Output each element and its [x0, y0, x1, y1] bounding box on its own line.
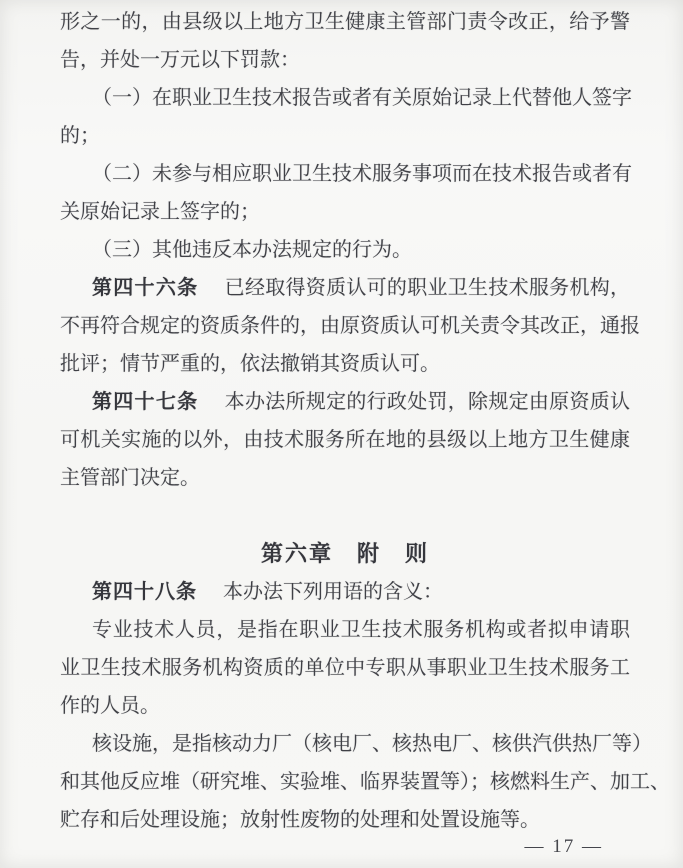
text-line: 核设施，是指核动力厂（核电厂、核热电厂、核供汽供热厂等）: [92, 733, 652, 755]
text-line: 批评；情节严重的，依法撤销其资质认可。: [60, 353, 440, 375]
text-line: 贮存和后处理设施；放射性废物的处理和处置设施等。: [60, 809, 540, 831]
list-item-2: （二）未参与相应职业卫生技术服务事项而在技术报告或者有: [92, 163, 632, 185]
text-line: 不再符合规定的资质条件的，由原资质认可机关责令其改正，通报: [60, 315, 640, 337]
text-line: 主管部门决定。: [60, 467, 200, 489]
text-line: 和其他反应堆（研究堆、实验堆、临界装置等）；核燃料生产、加工、: [60, 771, 670, 793]
article-47-line: [60, 383, 630, 421]
text-line: 作的人员。: [60, 695, 160, 717]
article-48-line: [60, 573, 630, 611]
article-text: 已经取得资质认可的职业卫生技术服务机构，: [204, 277, 631, 299]
text-line: 关原始记录上签字的；: [60, 201, 260, 223]
article-number: 第四十七条: [92, 391, 199, 413]
text-line: 告，并处一万元以下罚款：: [60, 49, 300, 71]
article-text: 本办法下列用语的含义：: [203, 581, 443, 603]
page-number: — 17 —: [524, 836, 603, 857]
text-line: 形之一的，由县级以上地方卫生健康主管部门责令改正，给予警: [60, 11, 630, 33]
text-line: 专业技术人员，是指在职业卫生技术服务机构或者拟申请职: [92, 619, 630, 641]
text-line: 业卫生技术服务机构资质的单位中专职从事职业卫生技术服务工: [60, 657, 630, 679]
text-line: 可机关实施的以外，由技术服务所在地的县级以上地方卫生健康: [60, 429, 630, 451]
article-46-line: [60, 269, 630, 307]
chapter-heading: 第六章 附 则: [260, 541, 429, 566]
article-number: 第四十八条: [92, 581, 197, 603]
document-text-block: [60, 3, 670, 839]
text-line: 的；: [60, 125, 100, 147]
list-item-1: （一）在职业卫生技术报告或者有关原始记录上代替他人签字: [92, 87, 632, 109]
article-text: 本办法所规定的行政处罚，除规定由原资质认: [204, 391, 631, 413]
list-item-3: （三）其他违反本办法规定的行为。: [92, 239, 412, 261]
article-number: 第四十六条: [92, 277, 199, 299]
blank-line: [60, 497, 630, 535]
